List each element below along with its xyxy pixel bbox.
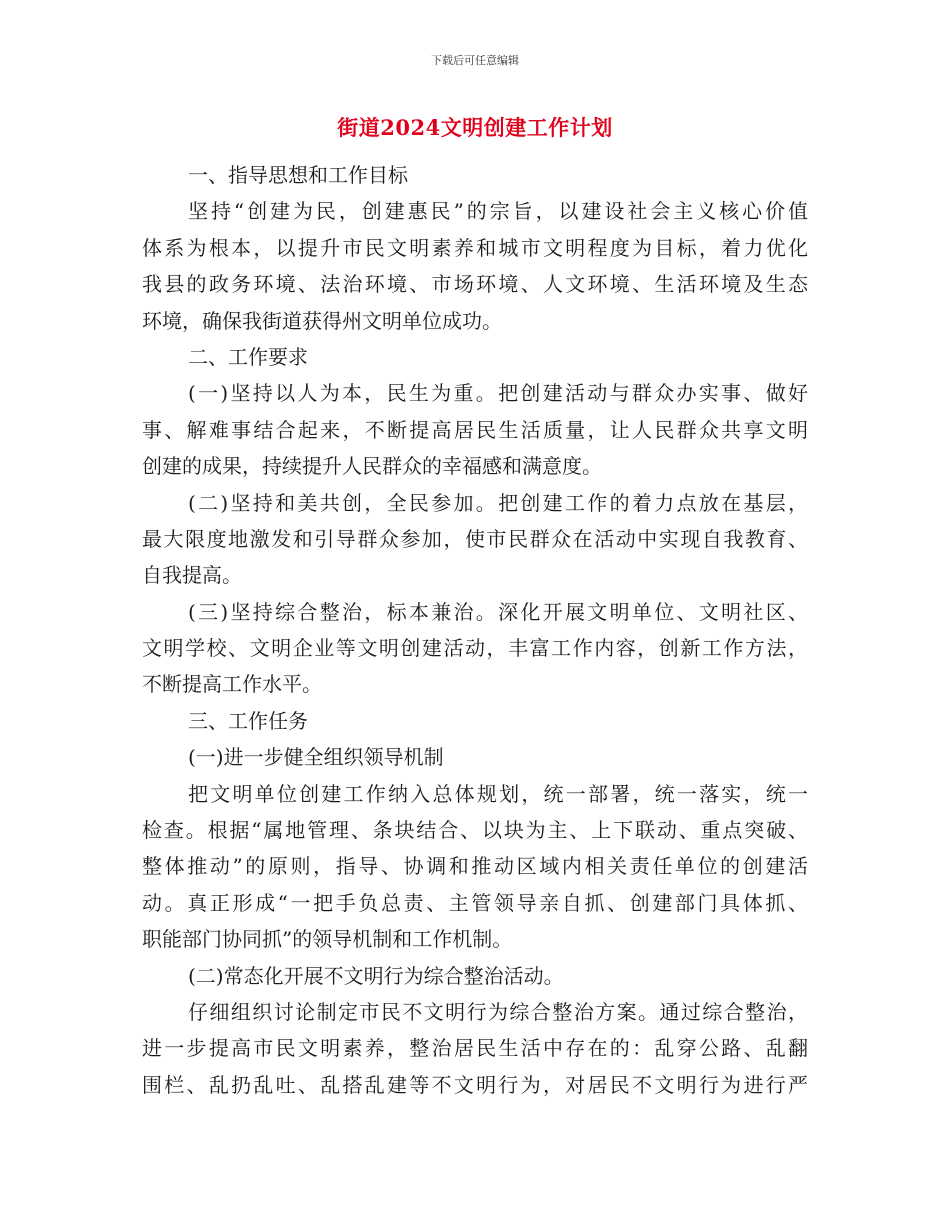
text-line: 自我提高。 bbox=[142, 563, 242, 588]
text-line: 文明学校、文明企业等文明创建活动，丰富工作内容，创新工作方法， bbox=[142, 636, 808, 661]
text-line: 坚持“创建为民，创建惠民”的宗旨，以建设社会主义核心价值 bbox=[188, 199, 808, 224]
text-line: (一)坚持以人为本，民生为重。把创建活动与群众办实事、做好 bbox=[188, 381, 808, 406]
text-line: 环境，确保我街道获得州文明单位成功。 bbox=[142, 308, 502, 333]
text-line: 把文明单位创建工作纳入总体规划，统一部署，统一落实，统一 bbox=[188, 781, 808, 806]
text-line: 体系为根本，以提升市民文明素养和城市文明程度为目标，着力优化 bbox=[142, 235, 808, 260]
text-line: (二)常态化开展不文明行为综合整治活动。 bbox=[188, 963, 564, 988]
text-line: 最大限度地激发和引导群众参加，使市民群众在活动中实现自我教育、 bbox=[142, 526, 808, 551]
text-line: 围栏、乱扔乱吐、乱搭乱建等不文明行为，对居民不文明行为进行严 bbox=[142, 1072, 808, 1097]
header-note: 下载后可任意编辑 bbox=[431, 54, 519, 67]
text-line: 职能部门协同抓”的领导机制和工作机制。 bbox=[142, 927, 513, 952]
text-line: 事、解难事结合起来，不断提高居民生活质量，让人民群众共享文明 bbox=[142, 417, 808, 442]
text-line: 仔细组织讨论制定市民不文明行为综合整治方案。通过综合整治， bbox=[188, 999, 808, 1024]
document-body bbox=[142, 157, 808, 1103]
text-line: (二)坚持和美共创，全民参加。把创建工作的着力点放在基层， bbox=[188, 490, 808, 515]
text-line: 动。真正形成“一把手负总责、主管领导亲自抓、创建部门具体抓、 bbox=[142, 890, 808, 915]
text-line: 创建的成果，持续提升人民群众的幸福感和满意度。 bbox=[142, 454, 602, 479]
text-line: 检查。根据“属地管理、条块结合、以块为主、上下联动、重点突破、 bbox=[142, 818, 808, 843]
text-line: (三)坚持综合整治，标本兼治。深化开展文明单位、文明社区、 bbox=[188, 599, 808, 624]
text-line: (一)进一步健全组织领导机制 bbox=[188, 745, 444, 770]
text-line: 进一步提高市民文明素养，整治居民生活中存在的：乱穿公路、乱翻 bbox=[142, 1036, 808, 1061]
text-line: 不断提高工作水平。 bbox=[142, 672, 322, 697]
text-line: 三、工作任务 bbox=[188, 708, 308, 733]
text-line: 整体推动”的原则，指导、协调和推动区域内相关责任单位的创建活 bbox=[142, 854, 808, 879]
text-line: 我县的政务环境、法治环境、市场环境、人文环境、生活环境及生态 bbox=[142, 272, 808, 297]
text-line: 一、指导思想和工作目标 bbox=[188, 163, 408, 187]
document-title: 街道2024文明创建工作计划 bbox=[337, 115, 613, 140]
text-line: 二、工作要求 bbox=[188, 344, 308, 369]
